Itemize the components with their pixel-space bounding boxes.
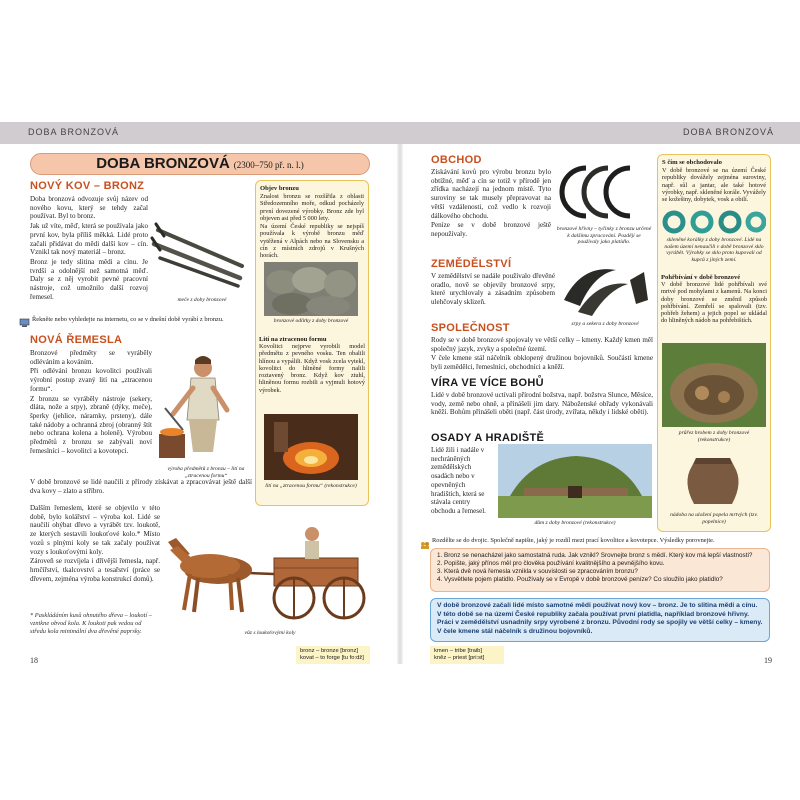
heading-osady: OSADY A HRADIŠTĚ (431, 432, 545, 444)
novy-kov-p3: Bronz je tedy slitina mědi a cínu. Je tvrdší a odolnější než samotná měď. Daly se z něj vyrobit pevné pracovní nástroje, což umožnilo další rozvoj řemesel. (30, 257, 148, 301)
obchod-text (431, 168, 551, 240)
rings-image (556, 160, 652, 224)
question-1: 1. Bronz se nenacházel jako samostatná ruda. Jak vznikl? Srovnejte bronz s mědí. Který kov má lepší vlastnosti? (437, 552, 753, 559)
heading-spolecnost: SPOLEČNOST (431, 322, 510, 334)
vocab-right-2: kněz – priest [pri:st] (434, 655, 485, 661)
osady-text (431, 446, 495, 517)
cart-illustration (162, 512, 372, 628)
remesla-p6: Zároveň se rozvíjela i dřívější řemesla, např. hrnčířství, tkalcovství a tesařství (práce se dřevem, zejména výroba konstrukcí domů). (30, 557, 160, 583)
remesla-p1: Bronzové předměty se vyráběly odléváním a kováním. (30, 349, 152, 366)
pohrbivani-section (661, 274, 767, 325)
remesla-p5: Dalším řemeslem, které se objevilo v této době, bylo kolářství – výroba kol. Lidé se naučili ohýbat dřevo a vyrábět tzv. loukotě, ze kterých sestavili loukoťové kolo.* Místo vozů s plnými koly se tak začaly používat vozy s loukoťovými koly. (30, 504, 160, 556)
obchod-p2: Peníze se v době bronzové ještě nepoužívaly. (431, 221, 551, 238)
objev-heading: Objev bronzu (260, 185, 299, 192)
vira-p1: Lidé v době bronzové uctívali přírodní božstva, např. božstva Slunce, Měsíce, vody, země nebo ohně, a přinášeli jim dary. Náboženské obřady vykonávali kněží. Bohům přinášeli oběti (např. část úrody, zvířata, někdy i lidské oběti). (431, 391, 653, 417)
zemedelstvi-p1: V zemědělství se nadále používalo dřevěné oradlo, nově se objevily bronzové srpy, které urychlovaly a zásadním způsobem ulehčovaly sklizeň. (431, 272, 555, 307)
obchod-p1: Získávání kovů pro výrobu bronzu bylo obtížné, měď a cín se totiž v přírodě jen zřídka nacházejí na jednom místě. Tyto suroviny se tak musely přepravovat na větší vzdálenosti, což vedlo k rozvoji dálkového obchodu. (431, 168, 551, 220)
pair-icon (420, 537, 430, 546)
vocab-right-1: kmen – tribe [traib] (434, 648, 483, 654)
obchodovalo-heading: S čím se obchodovalo (662, 159, 722, 166)
page-title-dates: (2300–750 př. n. l.) (233, 160, 304, 170)
remesla-text-mid (30, 478, 252, 496)
obchodovalo-body: V době bronzové se na území České republiky dovážely zejména suroviny, např. sůl a jantar, ale také hotové výrobky, např. skleněné korále. Vyvážely se kožešiny, dobytek, vosk a obilí. (662, 167, 766, 204)
ore-image (264, 262, 358, 316)
remesla-p2: Při odlévání bronzu kovolitci používali výrobní postup zvaný lití na „ztracenou formu“. (30, 367, 152, 393)
spolecnost-p2: V čele kmene stál náčelník obklopený družinou bojovníků. Součástí kmene byli zemědělci, řemeslníci, obchodníci a kněží. (431, 354, 653, 372)
pair-tip: Rozdělte se do dvojic. Společně napište, jaký je rozdíl mezi prací kovolitce a kovotepce. Výsledky porovnejte. (432, 537, 715, 544)
sickles-image (558, 260, 652, 318)
caption-swords: meče z doby bronzové (177, 297, 227, 303)
summary-box: V době bronzové začali lidé místo samotné mědi používat nový kov – bronz. Je to slitina mědi a cínu. V této době se na území České republiky začala používat první platidla, například bronzové hřivny. Práci v zemědělství usnadnily srpy vyrobené z bronzu. Původní rody se spojily ve větší celky – kmeny. V čele kmene stál náčelník s družinou bojovníků. (430, 598, 770, 642)
objev-body1: Znalost bronzu se rozšířila z oblasti Středozemního moře, odkud pocházely první dovezené výrobky. Bronz zde byl objeven asi před 5 000 lety. (260, 193, 364, 222)
vocab-left-1: bronz – bronze [bronz] (300, 648, 359, 654)
liti-body: Kovolitci nejprve vyrobili model předmětu z pevného vosku. Ten obalili hlínou a vypálili. Když vosk zcela vytekl, kovolitci do hliněné formy nalili roztavený bronz. Když kov ztuhl, hliněnou formu rozbili a vyjmuli hotový výrobek. (259, 343, 365, 394)
caption-ore: bronzové odlitky z doby bronzové (273, 318, 349, 324)
zemedelstvi-text (431, 272, 555, 308)
spolecnost-text (431, 336, 653, 373)
novy-kov-p1: Doba bronzová odvozuje svůj název od nového kovu, který se tehdy začal používat. Byl to bronz. (30, 195, 148, 221)
vocab-left (296, 646, 370, 664)
caption-smith: výroba předmětů z bronzu – lití na „ztracenou formu“ (167, 466, 245, 479)
questions-box (430, 548, 770, 592)
heading-zemedelstvi: ZEMĚDĚLSTVÍ (431, 258, 512, 270)
osady-p1: Lidé žili i nadále v nechráněných zemědělských osadách nebo v opevněných hradištích, která se stávala centry obchodu a řemesel. (431, 446, 486, 515)
smith-illustration (155, 348, 251, 464)
beads-image (662, 209, 766, 235)
caption-sickles: srpy a sekera z doby bronzové (571, 321, 639, 327)
header-left: DOBA BRONZOVÁ (28, 127, 120, 137)
novy-kov-text (30, 195, 148, 302)
footnote: * Paskládáním kusů ohnutého dřeva – loukotí – vznikne obvod kola. K loukoti pak vedou od středu kola minimální dva dřevěné paprsky. (30, 612, 152, 635)
caption-beads: skleněné korálky z doby bronzové. Lidé na našem území nenaučili v době bronzové sklo vyrábět. Výrobky se sklo proto kupovali od kupců z jiných zemí. (664, 237, 764, 263)
caption-fire: lití na „ztracenou formu“ (rekonstrukce) (265, 483, 357, 489)
vocab-right (430, 646, 504, 664)
internet-tip: Řekněte nebo vyhledejte na internetu, co se v dnešní době vyrábí z bronzu. (32, 316, 224, 323)
computer-icon (19, 315, 31, 325)
grave-image (662, 343, 766, 427)
question-2: 2. Popište, jaký přínos měl pro člověka používání kvalitnějšího a pevnějšího kovu. (437, 560, 665, 568)
swords-image (150, 214, 252, 294)
caption-cart: vůz s loukoťovými koly (244, 630, 296, 636)
novy-kov-p2: Jak už víte, měď, která se používala jako první kov, byla příliš měkká. Lidé proto začali přidávat do mědi další kov – cín. Vznikl tak nový materiál – bronz. (30, 222, 148, 257)
pohrbivani-body: V době bronzové lidé pohřbívali své mrtvé pod mohylami z kamenů. Na konci doby bronzové se změnil způsob pohřbívání. Zemřelí se spalovali (tzv. pohřeb žehem) a jejich popel se ukládal do hliněných nádob na pohřebištích. (661, 281, 767, 325)
fire-image (264, 414, 358, 480)
caption-rings: bronzové hřivny – tyčinky z bronzu určené k dalšímu zpracování. Později se používaly jako platidlo. (556, 226, 652, 246)
caption-grave: průřez hrobem z doby bronzové (rekonstrukce) (678, 430, 750, 443)
heading-nova-remesla: NOVÁ ŘEMESLA (30, 334, 123, 346)
caption-house: dům z doby bronzové (rekonstrukce) (534, 520, 616, 526)
vira-text (431, 391, 653, 418)
heading-obchod: OBCHOD (431, 154, 482, 166)
objev-body2: Na území České republiky se nejspíš používala k výrobě bronzu měď vytěžená v Alpách nebo na Slovensku a cín z místních zdrojů v Krušných horách. (260, 223, 364, 260)
caption-urn: nádoba na uložení popela mrtvých (tzv. popelnice) (670, 512, 758, 525)
page-number-right: 19 (764, 656, 772, 665)
house-image (498, 444, 652, 518)
header-band (0, 122, 800, 144)
spolecnost-p1: Rody se v době bronzové spojovaly ve větší celky – kmeny. Každý kmen měl společný jazyk, zvyky a společné území. (431, 336, 653, 353)
urn-image (678, 452, 748, 510)
question-4: 4. Vysvětlete pojem platidlo. Používaly se v Evropě v době bronzové peníze? Co sloužilo jako platidlo? (437, 576, 723, 584)
page-title-bar (30, 153, 370, 175)
remesla-text-top (30, 349, 152, 456)
liti-heading: Lití na ztracenou formu (259, 336, 327, 343)
vocab-left-2: kovat – to forge [tu fo:dž] (300, 655, 364, 661)
heading-vira: VÍRA VE VÍCE BOHŮ (431, 377, 544, 389)
liti-section (259, 336, 365, 394)
book-spine (397, 144, 403, 664)
page-number-left: 18 (30, 656, 38, 665)
pohrbivani-heading: Pohřbívání v době bronzové (661, 274, 741, 281)
remesla-text-bottom (30, 504, 160, 584)
page-title: DOBA BRONZOVÁ (96, 155, 230, 172)
header-right: DOBA BRONZOVÁ (682, 127, 774, 137)
question-3: 3. Která dvě nová řemesla vznikla v souvislosti se zpracováním bronzu? (437, 568, 638, 576)
remesla-p4: V době bronzové se lidé naučili z přírody získávat a zpracovávat ještě další dva kovy – zlato a stříbro. (30, 478, 252, 495)
remesla-p3: Z bronzu se vyráběly nástroje (sekery, dláta, nože a srpy), zbraně (dýky, meče), šperky (jehlice, náramky, prsteny), dále také nádoby a ochranná zbroj (obranný štít nebo ochrana kolena a holeně). Výrobou předmětů z bronzu se zabývali noví řemeslníci – kovolitci a kovotepci. (30, 394, 152, 455)
heading-novy-kov: NOVÝ KOV – BRONZ (30, 180, 145, 192)
